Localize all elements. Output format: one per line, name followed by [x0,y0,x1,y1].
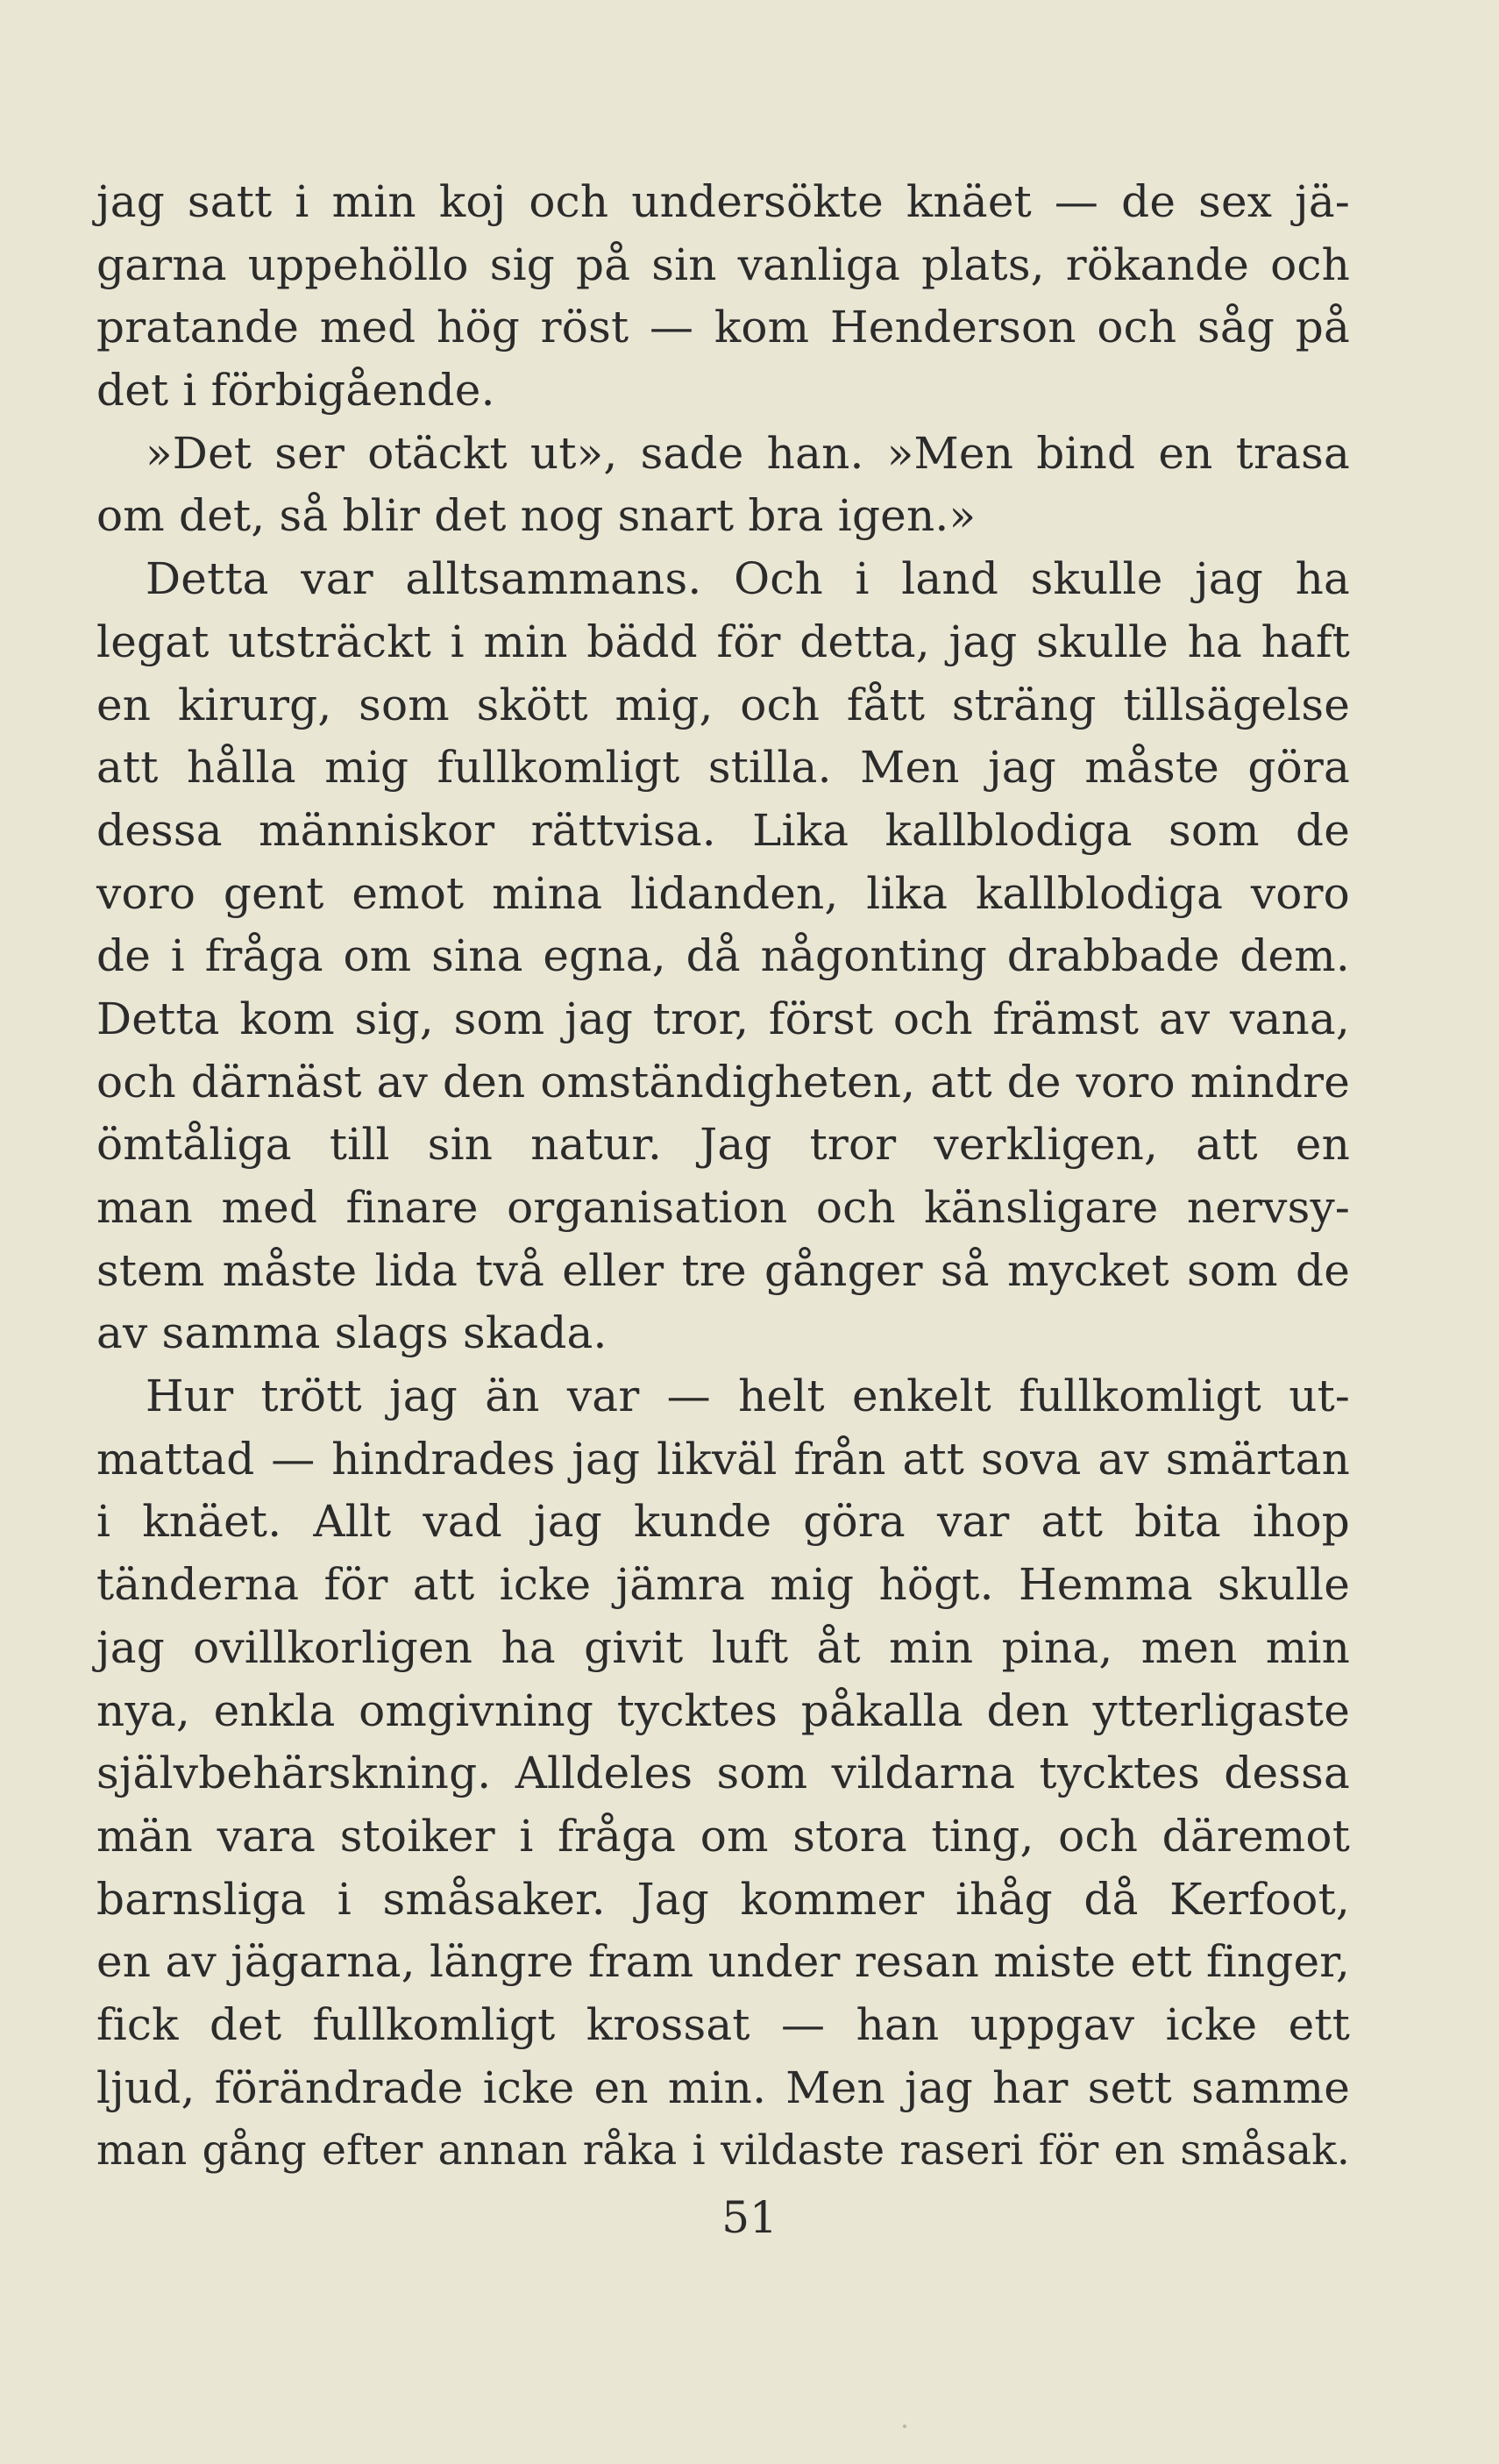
text-line: Detta kom sig, som jag tror, först och främst av vana, [96,993,1350,1044]
page-number: 51 [721,2192,778,2243]
text-line: legat utsträckt i min bädd för detta, jag skulle ha haft [96,616,1350,667]
text-line: om det, så blir det nog snart bra igen.» [96,490,977,542]
text-line: mattad — hindrades jag likväl från att sova av smärtan [96,1433,1350,1485]
text-line: stem måste lida två eller tre gånger så mycket som de [96,1244,1350,1296]
text-line: Hur trött jag än var — helt enkelt fullkomligt ut- [146,1371,1350,1422]
text-line: garna uppehöllo sig på sin vanliga plats, rökande och [96,239,1350,290]
text-line: ömtåliga till sin natur. Jag tror verkligen, att en [96,1119,1350,1171]
body-text [96,171,1350,2183]
text-line: en kirurg, som skött mig, och fått sträng tillsägelse [96,679,1350,730]
text-line: voro gent emot mina lidanden, lika kallblodiga voro [96,867,1350,919]
text-line: nya, enkla omgivning tycktes påkalla den ytterligaste [96,1684,1350,1736]
text-line: tänderna för att icke jämra mig högt. Hemma skulle [96,1559,1350,1611]
text-line: självbehärskning. Alldeles som vildarna tycktes dessa [96,1748,1350,1799]
text-line: man med finare organisation och känsligare nervsy- [96,1182,1350,1233]
text-line: av samma slags skada. [96,1307,607,1359]
text-line: Detta var alltsammans. Och i land skulle jag ha [146,553,1350,605]
text-line: dessa människor rättvisa. Lika kallblodiga som de [96,804,1350,856]
text-line: man gång efter annan råka i vildaste raseri för en småsak. [96,2126,1350,2176]
text-line: och därnäst av den omständigheten, att de voro mindre [96,1056,1350,1107]
text-line: en av jägarna, längre fram under resan miste ett finger, [96,1936,1350,1988]
text-line: fick det fullkomligt krossat — han uppgav icke ett [96,1998,1350,2050]
text-line: att hålla mig fullkomligt stilla. Men jag måste göra [96,742,1350,794]
text-line: »Det ser otäckt ut», sade han. »Men bind en trasa [146,427,1350,479]
paper-speck [903,2425,906,2428]
text-line: jag ovillkorligen ha givit luft åt min pina, men min [96,1621,1350,1673]
text-line: i knäet. Allt vad jag kunde göra var att bita ihop [96,1496,1350,1548]
text-line: de i fråga om sina egna, då någonting drabbade dem. [96,930,1350,982]
text-line: män vara stoiker i fråga om stora ting, och däremot [96,1810,1350,1862]
text-line: det i förbigående. [96,365,495,417]
text-line: jag satt i min koj och undersökte knäet — de sex jä- [96,176,1350,227]
text-line: pratande med hög röst — kom Henderson och såg på [96,302,1350,353]
text-line: ljud, förändrade icke en min. Men jag har sett samme [96,2062,1350,2113]
text-line: barnsliga i småsaker. Jag kommer ihåg då Kerfoot, [96,1873,1350,1925]
